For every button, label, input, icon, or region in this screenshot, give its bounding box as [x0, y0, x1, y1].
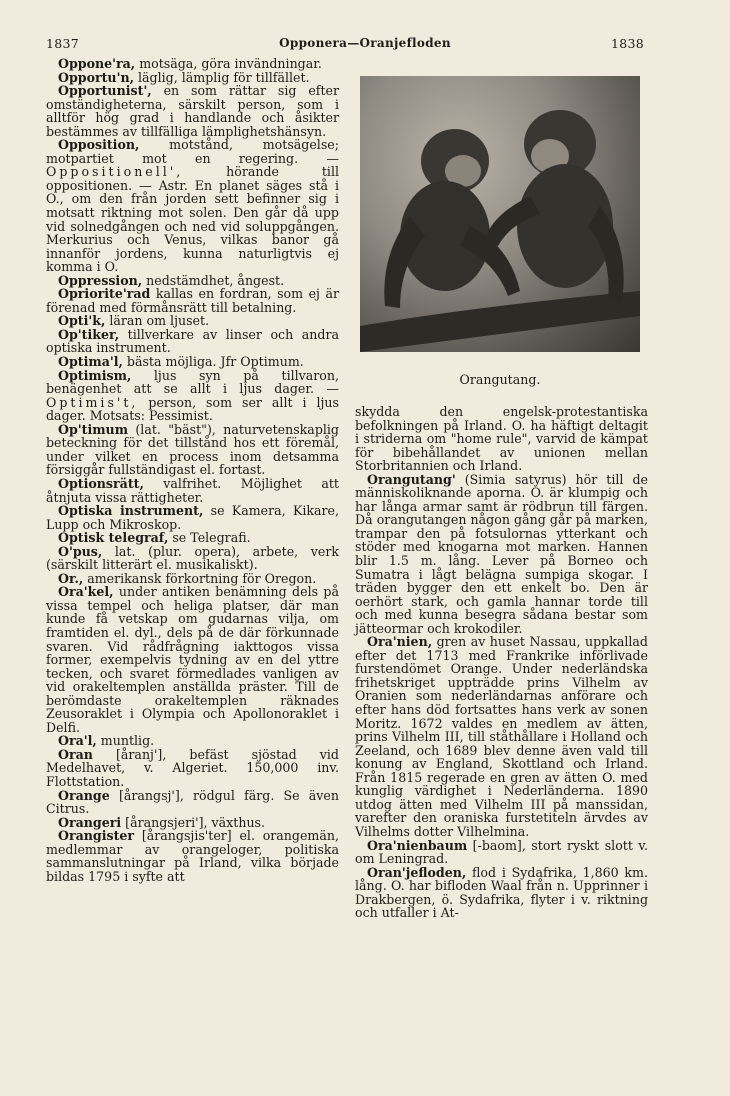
entry-text: muntlig. [96, 733, 155, 749]
entry-text: valfrihet. Möjlighet att åtnjuta vissa rättigheter. [46, 475, 339, 505]
entry-text: se Telegrafi. [168, 530, 251, 546]
dictionary-entry [46, 355, 339, 369]
orangutan-photo [360, 76, 640, 352]
entry-term: Orange [58, 787, 110, 803]
entry-term: Ora'nien, [367, 634, 433, 650]
entry-text: under antiken benämning dels på vissa tempel och heliga platser, där man kunde få vetskap om gudarnas vilja, om framtiden el. dyl., dels på de där förkunnade svaren. Vid rådfrågning iakttogos vissa former, exempelvis tydning av en del yttre tecken, och svaret förmedlades vanligen av vid orakeltemplen anställda präster. Till de berömdaste orakeltemplen räknades Zeusoraklet i Olympia och Apollonoraklet i Delfi. [46, 584, 339, 735]
entry-text: person, som ser allt i ljus dager. Motsats: Pessimist. [46, 394, 339, 424]
entry-term: Op'tiker, [58, 326, 120, 342]
entry-text: tillverkare av linser och andra optiska instrument. [46, 326, 339, 356]
entry-text: (Simia satyrus) hör till de människoliknande aporna. O. är klumpig och har långa armar samt är rödbrun till färgen. Då orangutangen någon gång går på marken, trampar den på fotsulornas ytterkant och stöder med knogarna mot marken. Hannen blir 1.5 m. lång. Lever på Borneo och Sumatra i lågt belägna sumpiga skogar. I träden bygger den ett enkelt bo. Den är oerhört stark, och gamla hannar torde till och med kunna besegra sådana bestar som jätteormar och krokodiler. [355, 471, 648, 636]
entry-term: Oppone'ra, [58, 56, 136, 71]
entry-term: Opti'k, [58, 313, 106, 329]
entry-text: flod i Sydafrika, 1,860 km. lång. O. har bifloden Waal från n. Upprinner i Drakbergen, ö. Sydafrika, flyter i v. riktning och utfaller i At- [355, 864, 648, 921]
entry-text: ljus syn på tillvaron, benägenhet att se allt i ljus dager. — [46, 367, 339, 397]
entry-text: en som rättar sig efter omständigheterna, särskilt person, som i alltför hög grad i handlande och åsikter bestämmes av tillfälliga lämplighetshänsyn. [46, 83, 339, 139]
entry-term: Orangutang' [367, 471, 456, 487]
entry-term: Opriorite'rad [58, 286, 151, 302]
right-column [355, 405, 648, 920]
entry-term: Ora'kel, [58, 584, 114, 600]
dictionary-entry [46, 829, 339, 883]
entry-text: bästa möjliga. Jfr Optimum. [122, 354, 304, 370]
dictionary-entry [46, 734, 339, 748]
dictionary-entry [46, 423, 339, 477]
entry-text: [åranj'], befäst sjöstad vid Medelhavet, v. Algeriet. 150,000 inv. Flottstation. [46, 746, 339, 789]
dictionary-entry [46, 314, 339, 328]
entry-text: (lat. "bäst"), naturvetenskaplig beteckning för det tillstånd hos ett föremål, under vilket en process inom detsamma försiggår fullständigast el. fortast. [46, 421, 339, 478]
entry-term: Op'timum [58, 421, 129, 437]
entry-term: Oran'jefloden, [367, 864, 467, 880]
dictionary-entry [46, 477, 339, 504]
photo-caption: Orangutang. [459, 372, 541, 387]
dictionary-entry [46, 531, 339, 545]
dictionary-entry [46, 789, 339, 816]
page-number-right: 1838 [610, 36, 644, 51]
entry-term: Oppression, [58, 272, 143, 288]
entry-text: [årangsj'], rödgul färg. Se även Citrus. [46, 787, 339, 817]
entry-text: skydda den engelsk-protestantiska befolkningen på Irland. O. ha häftigt deltagit i striderna om "home rule", varvid de kämpat för bibehållandet av unionen mellan Storbritannien och Irland. [355, 404, 648, 474]
entry-text: [-baom], stort ryskt slott v. om Leningrad. [355, 837, 648, 867]
dictionary-entry [46, 71, 339, 85]
entry-term: Opposition, [58, 137, 140, 153]
page-number-left: 1837 [46, 36, 80, 51]
dictionary-entry [46, 274, 339, 288]
entry-text: lat. (plur. opera), arbete, verk (särskilt litterärt el. musikaliskt). [46, 543, 339, 573]
entry-term: Optisk telegraf, [58, 530, 169, 546]
dictionary-entry [46, 504, 339, 531]
dictionary-entry [355, 473, 648, 636]
entry-term: Or., [58, 570, 84, 586]
entry-text: hörande till oppositionen. — Astr. En planet säges stå i O., om den från jorden sett befinner sig i motsatt riktning mot solen. Den går då upp vid solnedgången och ned vid soluppgången. Merkurius och Venus, vilkas banor gå innanför jordens, kunna naturligtvis ej komma i O. [46, 164, 339, 275]
entry-term: Optimism, [58, 367, 132, 383]
dictionary-entry [46, 57, 339, 71]
dictionary-entry [46, 585, 339, 734]
entry-term: Opportu'n, [58, 69, 134, 85]
entry-text: gren av huset Nassau, uppkallad efter det 1713 med Frankrike införlivade furstendömet Orange. Under nederländska frihetskriget uppträdde prins Vilhelm av Oranien som nederländarnas anförare och efter hans död fortsattes hans verk av sonen Moritz. 1672 valdes en medlem av ätten, prins Vilhelm III, till ståthållare i Holland och Zeeland, och 1689 blev denne även vald till konung av England, Skottland och Irland. Från 1815 regerade en gren av ätten O. med kunglig värdighet i Nederländerna. 1890 utdog ätten med Vilhelm III på manssidan, varefter den oraniska furstetiteln ärvdes av Vilhelms dotter Vilhelmina. [355, 634, 648, 839]
entry-term: Optionsrätt, [58, 475, 144, 491]
entry-text: läglig, lämplig för tillfället. [134, 69, 310, 85]
entry-text: läran om ljuset. [105, 313, 210, 329]
dictionary-entry [355, 635, 648, 838]
entry-text: nedstämdhet, ångest. [142, 272, 285, 288]
entry-text: amerikansk förkortning för Oregon. [83, 570, 317, 586]
entry-term: Optiska instrument, [58, 503, 204, 519]
entry-subterm: Optimis't, [46, 394, 139, 410]
dictionary-entry [46, 138, 339, 273]
entry-text: kallas en fordran, som ej är förenad med förmånsrätt till betalning. [46, 286, 339, 315]
dictionary-entry [46, 572, 339, 586]
entry-term: Opportunist', [58, 83, 152, 99]
entry-text: se Kamera, Kikare, Lupp och Mikroskop. [46, 503, 340, 532]
dictionary-entry [355, 839, 648, 866]
dictionary-entry [46, 287, 339, 314]
dictionary-entry [46, 369, 339, 423]
left-column [46, 57, 339, 883]
entry-term: Ora'l, [58, 733, 97, 749]
entry-term: Orangeri [58, 814, 122, 830]
entry-term: Ora'nienbaum [367, 837, 468, 853]
entry-text: [årangsjeri'], växthus. [121, 814, 266, 830]
entry-text: motsäga, göra invändningar. [135, 56, 322, 71]
entry-term: Optima'l, [58, 354, 123, 370]
entry-text: [årangsjis'ter] el. orangemän, medlemmar av orangeloger, politiska sammanslutningar på Irland, vilka började bildas 1795 i syfte att [46, 828, 339, 884]
dictionary-entry [46, 816, 339, 830]
running-title: Opponera—Oranjefloden [279, 36, 451, 50]
entry-subterm: Oppositionell', [46, 164, 184, 180]
dictionary-entry [355, 866, 648, 920]
dictionary-entry [46, 84, 339, 138]
dictionary-entry [46, 328, 339, 355]
entry-term: Orangister [58, 828, 135, 844]
entry-text: motstånd, motsägelse; motpartiet mot en regering. — [46, 137, 339, 166]
dictionary-entry [46, 748, 339, 789]
dictionary-entry [355, 405, 648, 473]
dictionary-entry [46, 545, 339, 572]
entry-term: O'pus, [58, 543, 103, 559]
entry-term: Oran [58, 746, 93, 762]
